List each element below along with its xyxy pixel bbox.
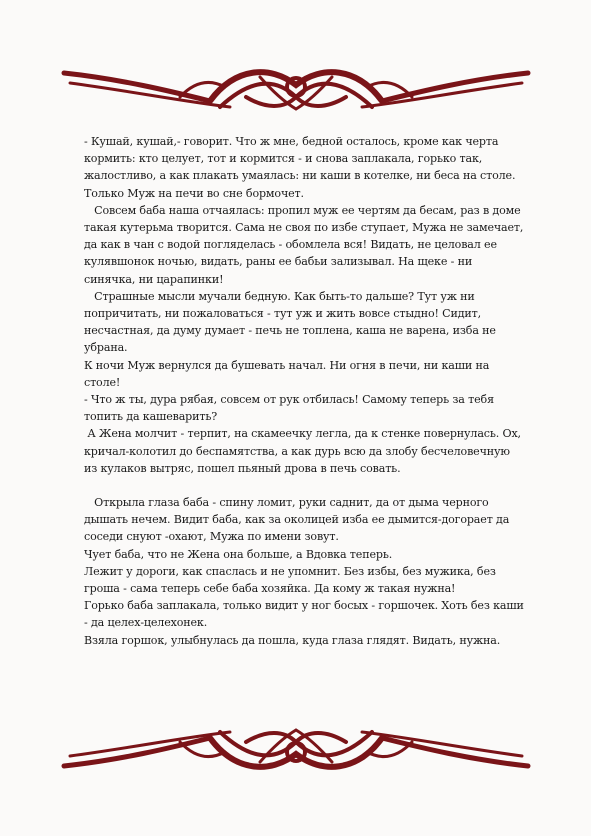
celtic-knot-ornament-top [60, 57, 532, 117]
paragraph-spacer [84, 477, 524, 494]
story-text [84, 133, 528, 649]
paragraph: К ночи Муж вернулся да бушевать начал. Ни огня в печи, ни каши на столе! [84, 358, 493, 389]
paragraph: Открыла глаза баба - спину ломит, руки саднит, да от дыма черного дышать нечем. Видит баба, как за околицей изба ее дымится-догорает да соседи снуют -охают, Мужа по имени зовут. [84, 496, 513, 544]
paragraph: А Жена молчит - терпит, на скамеечку легла, да к стенке повернулась. Ох, кричал-колотил до беспамятства, а как дурь всю да злобу бесчеловечную из кулаков вытряс, пошел пьяный дрова в печь совать. [84, 427, 525, 475]
paragraph: Чует баба, что не Жена она больше, а Вдовка теперь. [84, 547, 393, 561]
paragraph: Взяла горшок, улыбнулась да пошла, куда глаза глядят. Видать, нужна. [84, 633, 501, 647]
celtic-knot-ornament-bottom [60, 722, 532, 782]
paragraph: Совсем баба наша отчаялась: пропил муж ее чертям да бесам, раз в доме такая кутерьма творится. Сама не своя по избе ступает, Мужа не замечает, да как в чан с водой погляделась - обомлела вся! Видать, не целовал ее кулявшонок ночью, видать, раны ее бабьи зализывал. На щеке - ни синячка, ни царапинки! [84, 203, 527, 286]
paragraph: Горько баба заплакала, только видит у ног босых - горшочек. Хоть без каши - да целех-целехонек. [84, 599, 528, 630]
paragraph: - Что ж ты, дура рябая, совсем от рук отбилась! Самому теперь за тебя топить да кашеварить? [84, 393, 498, 424]
paragraph: Страшные мысли мучали бедную. Как быть-то дальше? Тут уж ни попричитать, ни пожаловаться - тут уж и жить вовсе стыдно! Сидит, несчастная, да думу думает - печь не топлена, каша не варена, изба не убрана. [84, 289, 500, 355]
paragraph: - Кушай, кушай,- говорит. Что ж мне, бедной осталось, кроме как черта кормить: кто целует, тот и кормится - и снова заплакала, горько так, жалостливо, а как плакать умаялась: ни каши в котелке, ни беса на столе. Только Муж на печи во сне бормочет. [84, 135, 519, 200]
paragraph: Лежит у дороги, как спаслась и не упомнит. Без избы, без мужика, без гроша - сама теперь себе баба хозяйка. Да кому ж такая нужна! [84, 564, 500, 596]
